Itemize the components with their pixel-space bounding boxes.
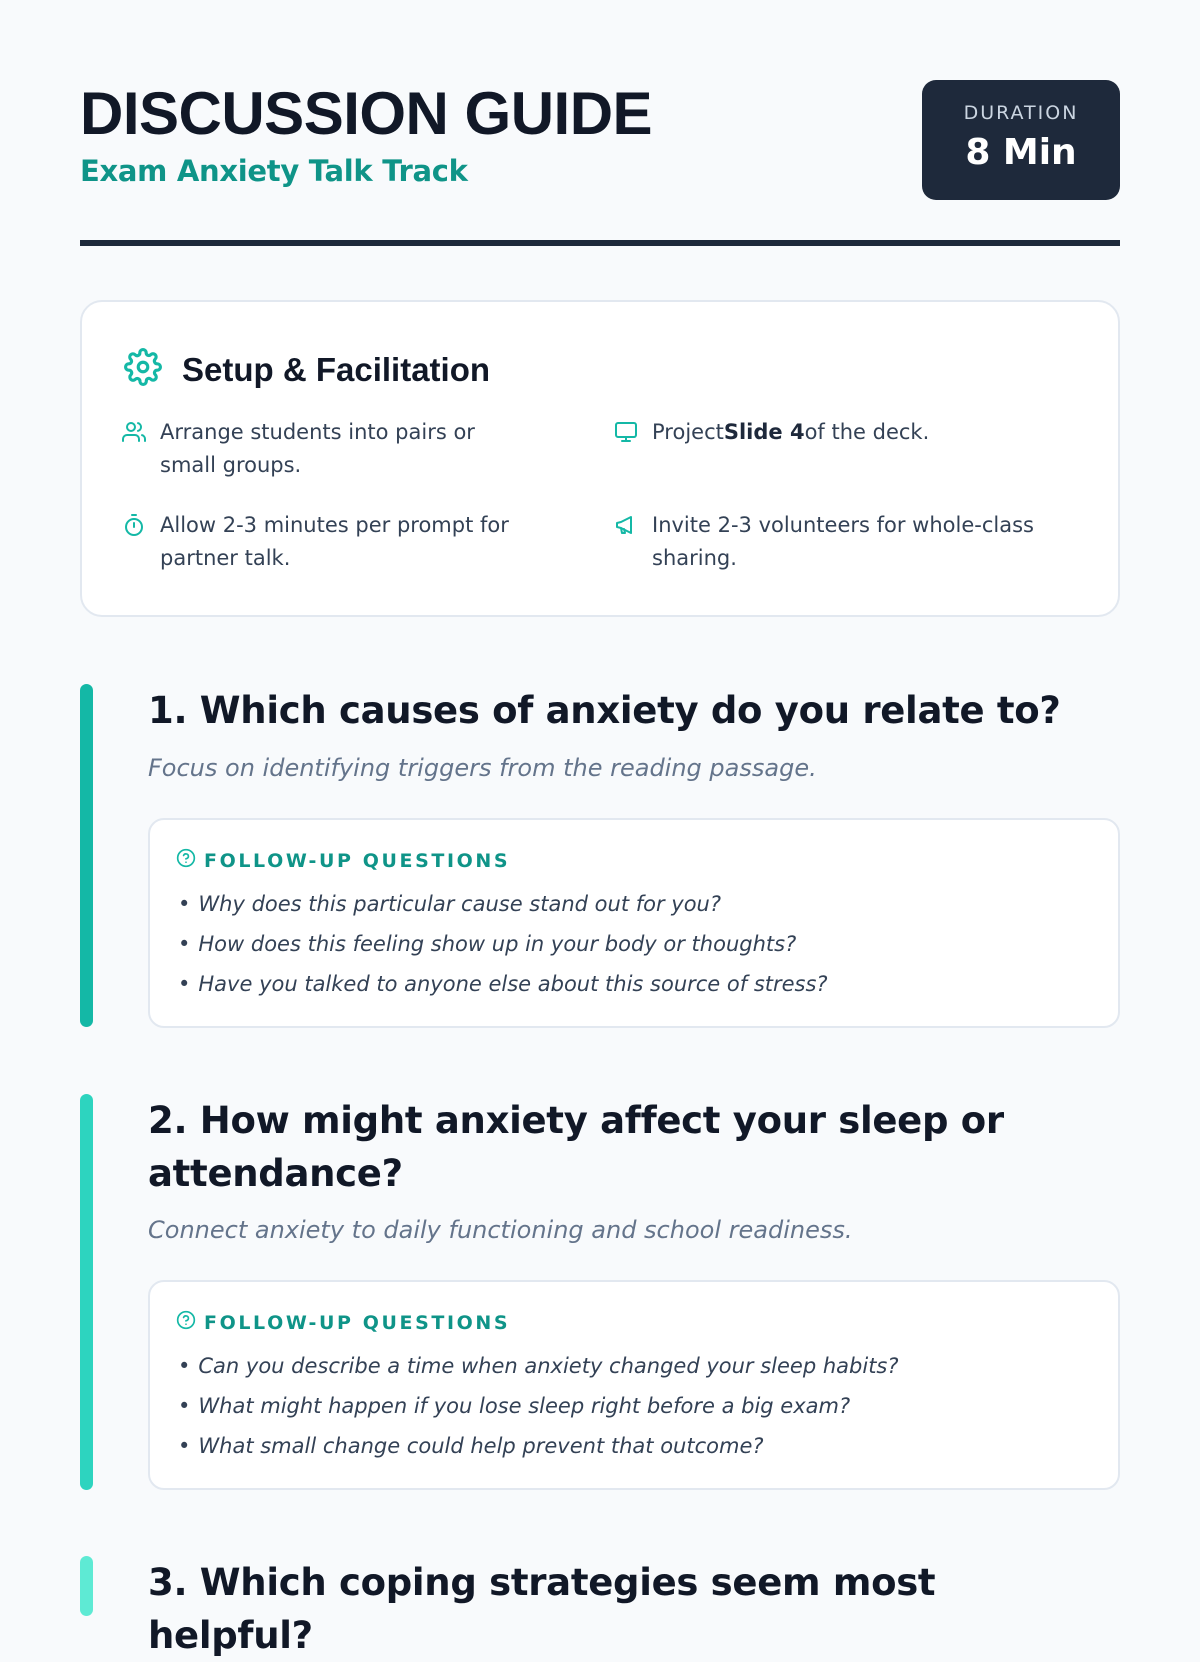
followup-title: FOLLOW-UP QUESTIONS <box>204 849 511 872</box>
followup-item: • Can you describe a time when anxiety changed your sleep habits? <box>178 1346 899 1386</box>
setup-item-text: Arrange students into pairs or small groups. <box>160 420 475 477</box>
followup-header <box>176 1310 510 1335</box>
prompt-card <box>80 1556 1120 1657</box>
page-title: DISCUSSION GUIDE <box>80 80 653 147</box>
page-subtitle: Exam Anxiety Talk Track <box>80 154 468 188</box>
prompt-focus: Focus on identifying triggers from the reading passage. <box>148 754 817 782</box>
setup-item-slide <box>614 416 1084 449</box>
followup-item: • What might happen if you lose sleep right before a big exam? <box>178 1386 899 1426</box>
followup-box <box>148 818 1120 1028</box>
duration-badge <box>922 80 1120 200</box>
setup-item-text <box>652 416 929 449</box>
slide-suffix: of the deck. <box>804 420 930 444</box>
prompt-question: 2. How might anxiety affect your sleep or attendance? <box>148 1099 1004 1195</box>
prompt-card <box>80 684 1120 1028</box>
prompt-accent-bar <box>80 1556 93 1616</box>
followup-list <box>178 1346 899 1466</box>
followup-item: • What small change could help prevent that outcome? <box>178 1426 899 1466</box>
page-header <box>80 80 1120 246</box>
prompt-question: 3. Which coping strategies seem most helpful? <box>148 1561 936 1657</box>
question-circle-icon <box>176 1310 196 1335</box>
duration-value: 8 Min <box>965 132 1077 173</box>
setup-card <box>80 300 1120 617</box>
users-icon <box>122 420 146 444</box>
setup-item-timing <box>122 509 552 575</box>
gear-icon <box>124 348 162 391</box>
followup-item: • Why does this particular cause stand out for you? <box>178 884 828 924</box>
setup-item-groups <box>122 416 532 482</box>
followup-item: • Have you talked to anyone else about this source of stress? <box>178 964 828 1004</box>
megaphone-icon <box>614 513 638 537</box>
slide-prefix: Project <box>652 420 724 444</box>
followup-header <box>176 848 510 873</box>
setup-item-volunteers <box>614 509 1074 575</box>
prompt-accent-bar <box>80 684 93 1027</box>
stopwatch-icon <box>122 513 146 537</box>
setup-title: Setup & Facilitation <box>182 350 491 388</box>
followup-box <box>148 1280 1120 1490</box>
prompt-focus: Connect anxiety to daily functioning and school readiness. <box>148 1216 853 1244</box>
setup-item-text: Invite 2-3 volunteers for whole-class sharing. <box>652 513 1034 570</box>
duration-label: DURATION <box>963 102 1079 124</box>
followup-title: FOLLOW-UP QUESTIONS <box>204 1311 511 1334</box>
question-circle-icon <box>176 848 196 873</box>
setup-item-text: Allow 2-3 minutes per prompt for partner talk. <box>160 513 509 570</box>
prompt-accent-bar <box>80 1094 93 1490</box>
followup-item: • How does this feeling show up in your body or thoughts? <box>178 924 828 964</box>
setup-header <box>124 348 490 391</box>
prompt-question: 1. Which causes of anxiety do you relate to? <box>148 689 1061 732</box>
followup-list <box>178 884 828 1004</box>
monitor-icon <box>614 420 638 444</box>
slide-number: Slide 4 <box>723 420 805 444</box>
prompt-card <box>80 1094 1120 1490</box>
